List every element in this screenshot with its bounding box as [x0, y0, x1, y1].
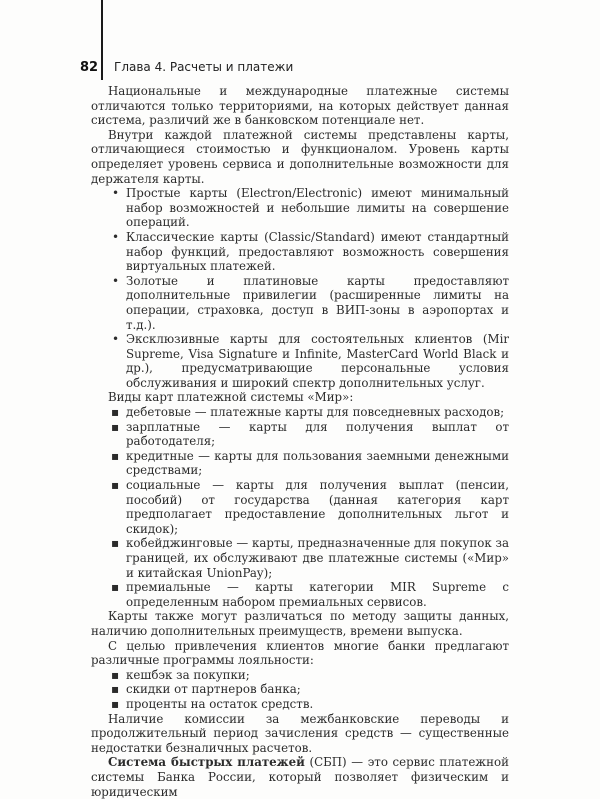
list-item: • Классические карты (Classic/Standard) имеют стандартный набор функций, предоставляют возможность совершения виртуальных платежей. — [91, 230, 509, 274]
list-item: • Простые карты (Electron/Electronic) имеют минимальный набор возможностей и небольшие лимиты на совершение операций. — [91, 186, 509, 230]
list-item: ▪ кредитные — карты для пользования заемными денежными средствами; — [91, 449, 509, 478]
paragraph-2: Внутри каждой платежной системы представлены карты, отличающиеся стоимостью и функционалом. Уровень карты определяет уровень сервиса и дополнительные возможности для держателя карты. — [91, 127, 509, 186]
term-sbp: Система быстрых платежей — [108, 755, 305, 770]
paragraph-7-text: (СБП) — это сервис платежной системы Банка России, который позволяет физическим и юридическим — [91, 755, 509, 799]
list-item: • Эксклюзивные карты для состоятельных клиентов (Mir Supreme, Visa Signature и Infinite, MasterCard World Black и др.), предусматривающие персональные условия обслуживания и широкий спектр дополнительных услуг. — [91, 332, 509, 390]
card-levels-list — [91, 186, 509, 390]
paragraph-4: Карты также могут различаться по методу защиты данных, наличию дополнительных преимуществ, времени выпуска. — [91, 609, 509, 638]
list-item: ▪ дебетовые — платежные карты для повседневных расходов; — [91, 405, 509, 420]
list-item: ▪ проценты на остаток средств. — [91, 697, 509, 712]
paragraph-7 — [91, 755, 509, 799]
list-item: • Золотые и платиновые карты предоставляют дополнительные привилегии (расширенные лимиты на операции, страховка, доступ в ВИП-зоны в аэропортах и т.д.). — [91, 274, 509, 332]
paragraph-5: С целью привлечения клиентов многие банки предлагают различные программы лояльности: — [91, 638, 509, 668]
list-item: ▪ скидки от партнеров банка; — [91, 682, 509, 697]
page-number: 82 — [80, 60, 99, 75]
list-item: ▪ премиальные — карты категории MIR Supreme с определенным набором премиальных сервисов. — [91, 580, 509, 609]
page-body — [91, 84, 509, 799]
mir-card-types-list — [91, 405, 509, 609]
paragraph-3: Виды карт платежной системы «Мир»: — [108, 390, 354, 405]
running-header — [80, 60, 293, 75]
paragraph-1: Национальные и международные платежные системы отличаются только территориями, на которых действует данная система, различий же в банковском потенциале нет. — [91, 84, 509, 128]
list-item: ▪ кешбэк за покупки; — [91, 668, 509, 683]
paragraph-6: Наличие комиссии за межбанковские переводы и продолжительный период зачисления средств — существенные недостатки безналичных расчетов. — [91, 711, 509, 755]
list-item: ▪ социальные — карты для получения выплат (пенсии, пособий) от государства (данная категория карт предполагает предоставление дополнительных льгот и скидок); — [91, 478, 509, 536]
loyalty-programs-list — [91, 668, 509, 712]
list-item: ▪ зарплатные — карты для получения выплат от работодателя; — [91, 420, 509, 449]
list-item: ▪ кобейджинговые — карты, предназначенные для покупок за границей, их обслуживают две платежные системы («Мир» и китайская UnionPay); — [91, 536, 509, 580]
chapter-title: Глава 4. Расчеты и платежи — [114, 60, 294, 74]
